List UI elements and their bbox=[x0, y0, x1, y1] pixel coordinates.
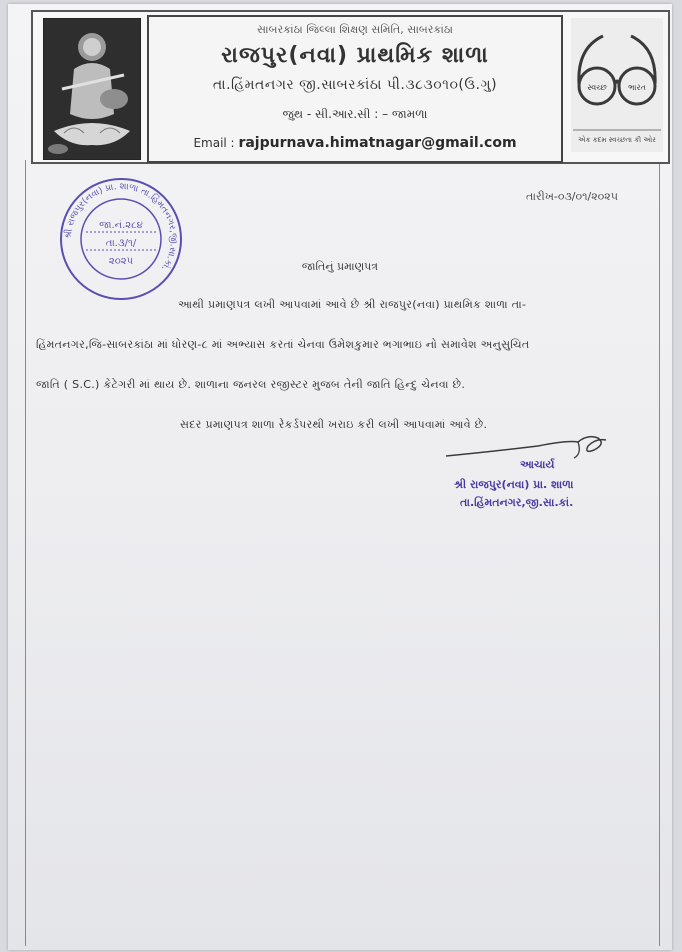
certificate-date: તારીખ-૦૩/૦૧/૨૦૨૫ bbox=[526, 190, 618, 203]
email-address: rajpurnava.himatnagar@gmail.com bbox=[238, 135, 517, 151]
school-email bbox=[149, 135, 561, 151]
stamp-date: તા.૩/૧/ bbox=[105, 238, 137, 249]
svg-text:ભારત: ભારત bbox=[628, 83, 646, 92]
certificate-page bbox=[8, 4, 672, 950]
school-group: જુથ - સી.આર.સી : – જામળા bbox=[282, 107, 428, 121]
saraswati-image bbox=[43, 18, 141, 160]
body-line-3: જાતિ ( S.C.) કેટેગરી માં થાય છે. શાળાના જનરલ રજીસ્ટર મુજબ તેની જાતિ હિન્દુ ચેનવા છે. bbox=[36, 378, 466, 391]
committee-name: સાબરકાંઠા જિલ્લા શિક્ષણ સમિતિ, સાબરકાંઠા bbox=[257, 23, 453, 36]
stamp-number: જા.નં.૨૮૪ bbox=[99, 220, 143, 231]
body-line-2: હિંમતનગર,જિ-સાબરકાંઠા માં ધોરણ-૮ માં અભ્યાસ કરતાં ચેનવા ઉમેશકુમાર ભગાભાઇ નો સમાવેશ અનુસુચિત bbox=[36, 338, 530, 351]
signatory-place: તા.હિંમતનગર,જી.સા.કાં. bbox=[460, 496, 574, 509]
signature-block bbox=[428, 428, 628, 518]
body-line-4: સદર પ્રમાણપત્ર શાળા રેકર્ડપરથી ખરાઇ કરી લખી આપવામાં આવે છે. bbox=[180, 418, 488, 431]
letterhead bbox=[31, 10, 670, 164]
school-name: રાજપુર(નવા) પ્રાથમિક શાળા bbox=[221, 43, 489, 68]
stamp-year: ૨૦૨૫ bbox=[108, 256, 134, 267]
school-stamp bbox=[56, 174, 186, 304]
logo-caption: એક કદમ સ્વચ્છતા કી ઓર bbox=[578, 136, 656, 144]
signatory-title: આચાર્ય bbox=[520, 458, 555, 471]
svg-text:સ્વચ્છ: સ્વચ્છ bbox=[587, 83, 607, 92]
stamp-ring-text: શ્રી રાજપુર(નવા) પ્રા. શાળા તા.હિંમતનગર,જી.સા.કાં. bbox=[63, 181, 179, 273]
signatory-school: શ્રી રાજપુર(નવા) પ્રા. શાળા bbox=[454, 478, 574, 491]
school-address: તા.હિંમતનગર જી.સાબરકાંઠા પી.૩૮૩૦૧૦(ઉ.ગુ) bbox=[212, 77, 498, 93]
swachh-bharat-logo bbox=[571, 18, 663, 152]
letterhead-title-box bbox=[147, 15, 563, 163]
body-line-1: આથી પ્રમાણપત્ર લખી આપવામાં આવે છે શ્રી રાજપુર(નવા) પ્રાથમિક શાળા તા- bbox=[178, 298, 527, 311]
certificate-heading: જાતિનું પ્રમાણપત્ર bbox=[301, 260, 379, 273]
email-label: Email : bbox=[193, 136, 235, 150]
